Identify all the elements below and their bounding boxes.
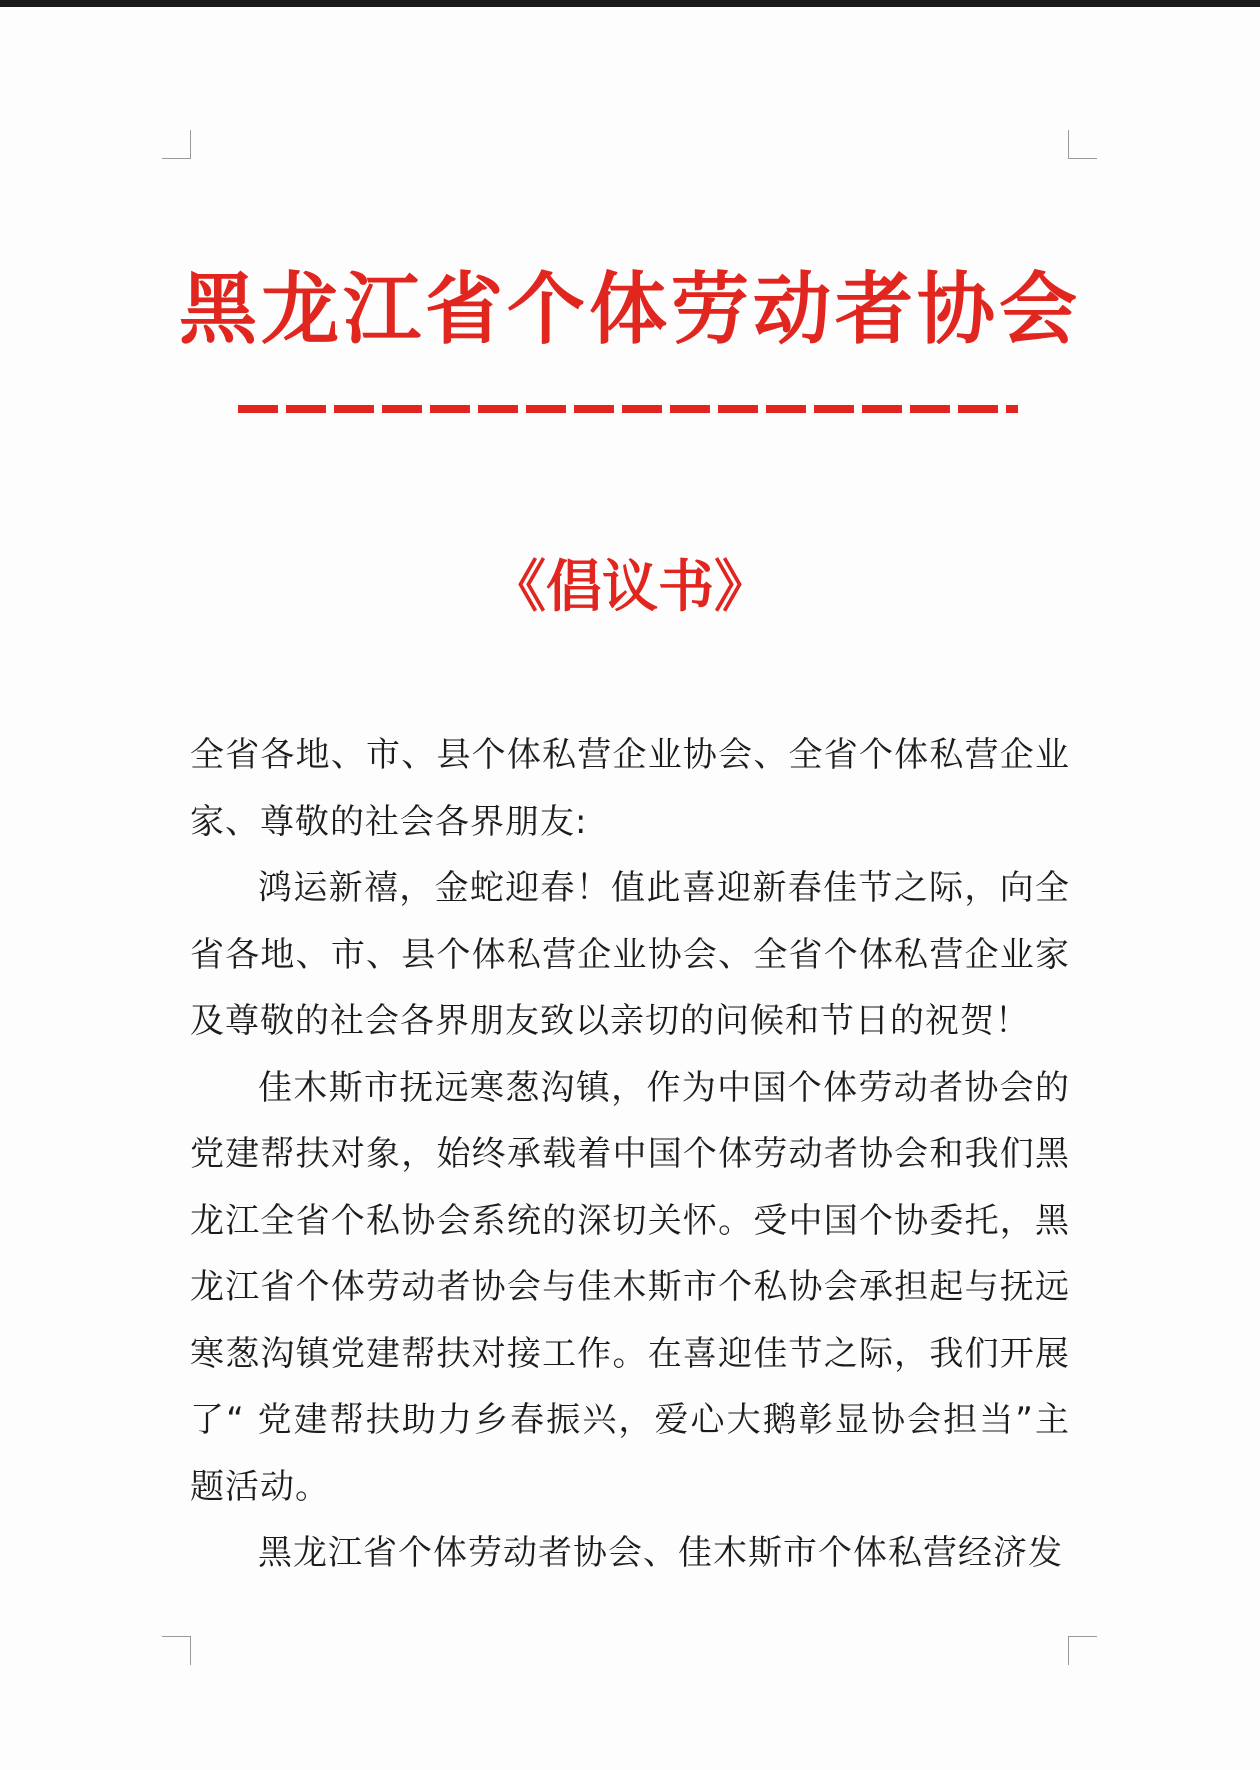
- red-divider-line: [238, 405, 1018, 413]
- document-title: 《倡议书》: [490, 555, 770, 620]
- greeting-paragraph: 鸿运新禧，金蛇迎春！值此喜迎新春佳节之际，向全省各地、市、县个体私营企业协会、全省个体私营企业家及尊敬的社会各界朋友致以亲切的问候和节日的祝贺！: [190, 868, 1070, 1041]
- crop-mark-top-right: [1068, 130, 1097, 159]
- salutation-paragraph: 全省各地、市、县个体私营企业协会、全省个体私营企业家、尊敬的社会各界朋友:: [190, 735, 1070, 842]
- organization-title: 黑龙江省个体劳动者协会: [178, 265, 1081, 355]
- crop-mark-bottom-right: [1068, 1636, 1097, 1665]
- background-paragraph: 佳木斯市抚远寒葱沟镇，作为中国个体劳动者协会的党建帮扶对象，始终承载着中国个体劳动者协会和我们黑龙江全省个私协会系统的深切关怀。受中国个协委托，黑龙江省个体劳动者协会与佳木斯市个私协会承担起与抚远寒葱沟镇党建帮扶对接工作。在喜迎佳节之际，我们开展了“ 党建帮扶助力乡春振兴，爱心大鹅彰显协会担当”主题活动。: [190, 1067, 1070, 1507]
- crop-mark-top-left: [162, 130, 191, 159]
- document-body: [190, 722, 1070, 1587]
- initiative-paragraph: 黑龙江省个体劳动者协会、佳木斯市个体私营经济发: [258, 1533, 1063, 1573]
- crop-mark-bottom-left: [162, 1636, 191, 1665]
- top-border: [0, 0, 1260, 7]
